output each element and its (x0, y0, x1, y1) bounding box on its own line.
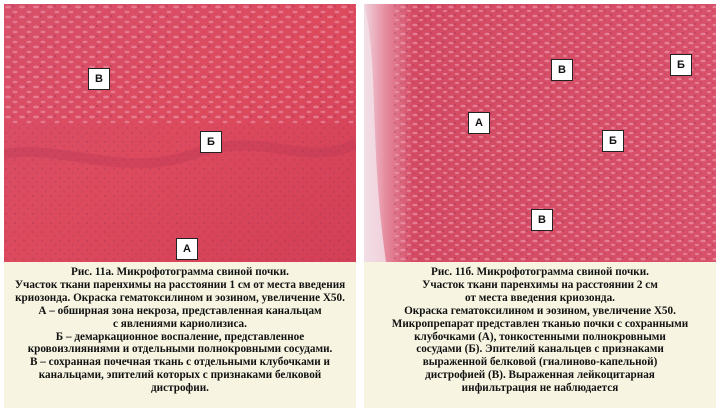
label-b-right-corner: Б (670, 54, 692, 76)
caption-line: клубочками (А), тонкостенными полнокровными (414, 330, 666, 343)
micrograph-11a (4, 4, 356, 262)
caption-line: криозонда. Окраска гематоксилином и эозином, увеличение Х50. (15, 291, 345, 304)
label-v-right-top: В (551, 59, 573, 81)
caption-line: выраженной белковой (гиалиново-капельной) (422, 356, 658, 369)
caption-line: инфильтрация не наблюдается (461, 382, 619, 395)
label-a-left: А (176, 238, 198, 260)
caption-line: А – обширная зона некроза, представленная канальцам (38, 304, 322, 317)
micrograph-11b (364, 4, 716, 262)
caption-line: Рис. 11а. Микрофотограмма свиной почки. (71, 266, 289, 278)
caption-line: Рис. 11б. Микрофотограмма свиной почки. (431, 266, 649, 278)
caption-line: с явлениями кариолизиса. (113, 317, 247, 330)
caption-line: канальцами, эпителий которых с признаками белковой (38, 369, 322, 382)
caption-line: Участок ткани паренхимы на расстоянии 2 см (422, 278, 658, 291)
caption-line: В – сохранная почечная ткань с отдельными клубочками и (30, 356, 330, 369)
caption-line: Б – демаркационное воспаление, представленное (55, 330, 305, 343)
label-a-right: А (468, 112, 490, 134)
micrograph-11a-image (4, 4, 356, 262)
caption-line: дистрофии. (151, 382, 209, 395)
caption-11a (10, 266, 350, 395)
caption-line: от места введения криозонда. (465, 291, 615, 304)
caption-line: кровоизлияниями и отдельными полнокровными сосудами. (27, 343, 333, 356)
caption-line: Участок ткани паренхимы на расстоянии 1 см от места введения (14, 278, 346, 291)
label-v-left: В (88, 68, 110, 90)
caption-line: сосудами (Б). Эпителий канальцев с признаками (416, 343, 664, 356)
caption-11b (370, 266, 710, 395)
caption-line: Окраска гематоксилином и эозином, увеличение Х50. (404, 304, 676, 317)
label-b-left: Б (200, 131, 222, 153)
label-v-right-bottom: В (531, 209, 553, 231)
label-b-right-mid: Б (602, 130, 624, 152)
figure-panel-left (4, 4, 356, 408)
figure-panel-right (364, 4, 716, 408)
caption-line: дистрофией (В). Выраженная лейкоцитарная (425, 369, 655, 382)
caption-line: Микропрепарат представлен тканью почки с сохранными (391, 317, 689, 330)
